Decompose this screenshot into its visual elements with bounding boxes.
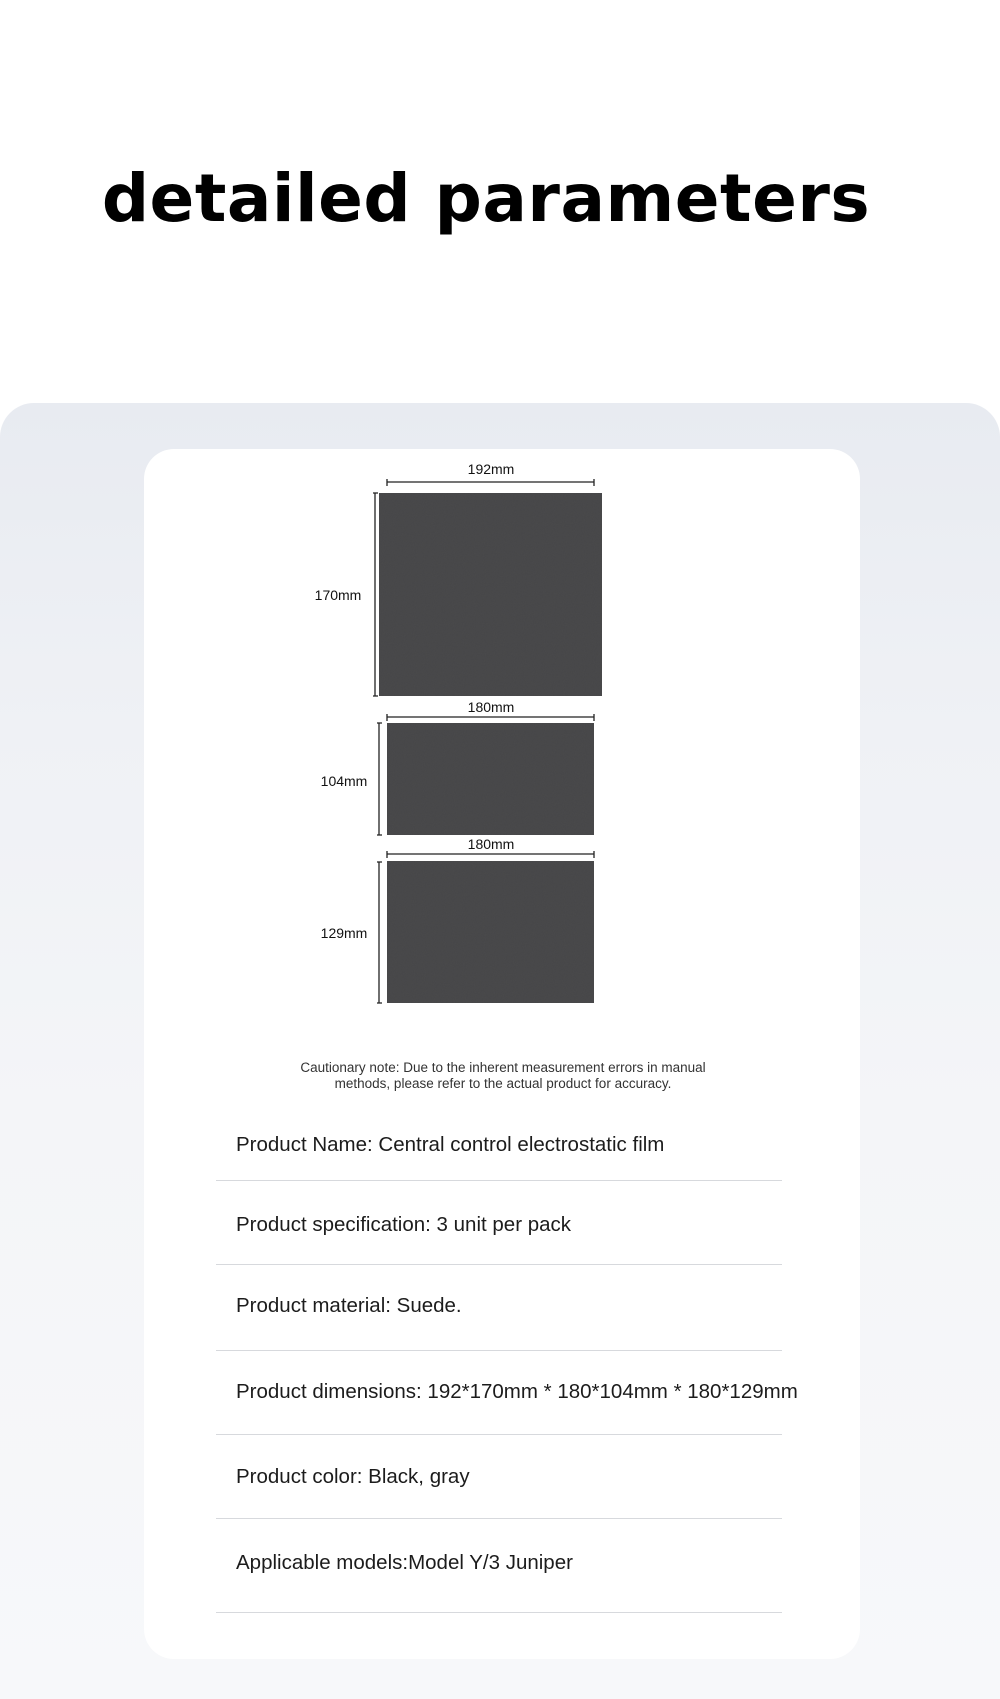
width-label-2: 180mm [467, 699, 515, 715]
width-dimension-line-2 [387, 714, 594, 721]
page-title: detailed parameters [101, 160, 871, 237]
spec-row-dimensions [216, 1350, 798, 1435]
spec-product-dimensions: Product dimensions: 192*170mm * 180*104mm * 180*129mm [236, 1380, 798, 1403]
height-label-3: 129mm [320, 925, 368, 941]
film-panel-1 [379, 493, 602, 696]
width-dimension-line-3 [387, 851, 594, 858]
spec-row-material [216, 1264, 782, 1351]
width-label-1: 192mm [467, 461, 515, 477]
height-label-1: 170mm [314, 587, 362, 603]
height-dimension-line-2 [377, 723, 382, 835]
film-panel-2 [387, 723, 594, 835]
height-label-2: 104mm [320, 773, 368, 789]
film-panel-3 [387, 861, 594, 1003]
spec-product-color: Product color: Black, gray [236, 1465, 470, 1488]
spec-row-specification [216, 1180, 782, 1265]
spec-row-models [216, 1518, 782, 1613]
width-label-3: 180mm [467, 836, 515, 852]
spec-row-name [216, 1110, 782, 1181]
width-dimension-line-1 [387, 479, 594, 486]
cautionary-note [270, 1060, 736, 1092]
cautionary-note-line-2: methods, please refer to the actual product for accuracy. [334, 1076, 672, 1091]
spec-product-material: Product material: Suede. [236, 1294, 462, 1317]
height-dimension-line-1 [373, 493, 378, 696]
spec-product-specification: Product specification: 3 unit per pack [236, 1213, 572, 1236]
spec-row-color [216, 1434, 782, 1519]
spec-applicable-models: Applicable models:Model Y/3 Juniper [236, 1551, 573, 1574]
spec-product-name: Product Name: Central control electrostatic film [236, 1133, 665, 1156]
height-dimension-line-3 [377, 862, 382, 1003]
cautionary-note-line-1: Cautionary note: Due to the inherent measurement errors in manual [300, 1060, 706, 1075]
